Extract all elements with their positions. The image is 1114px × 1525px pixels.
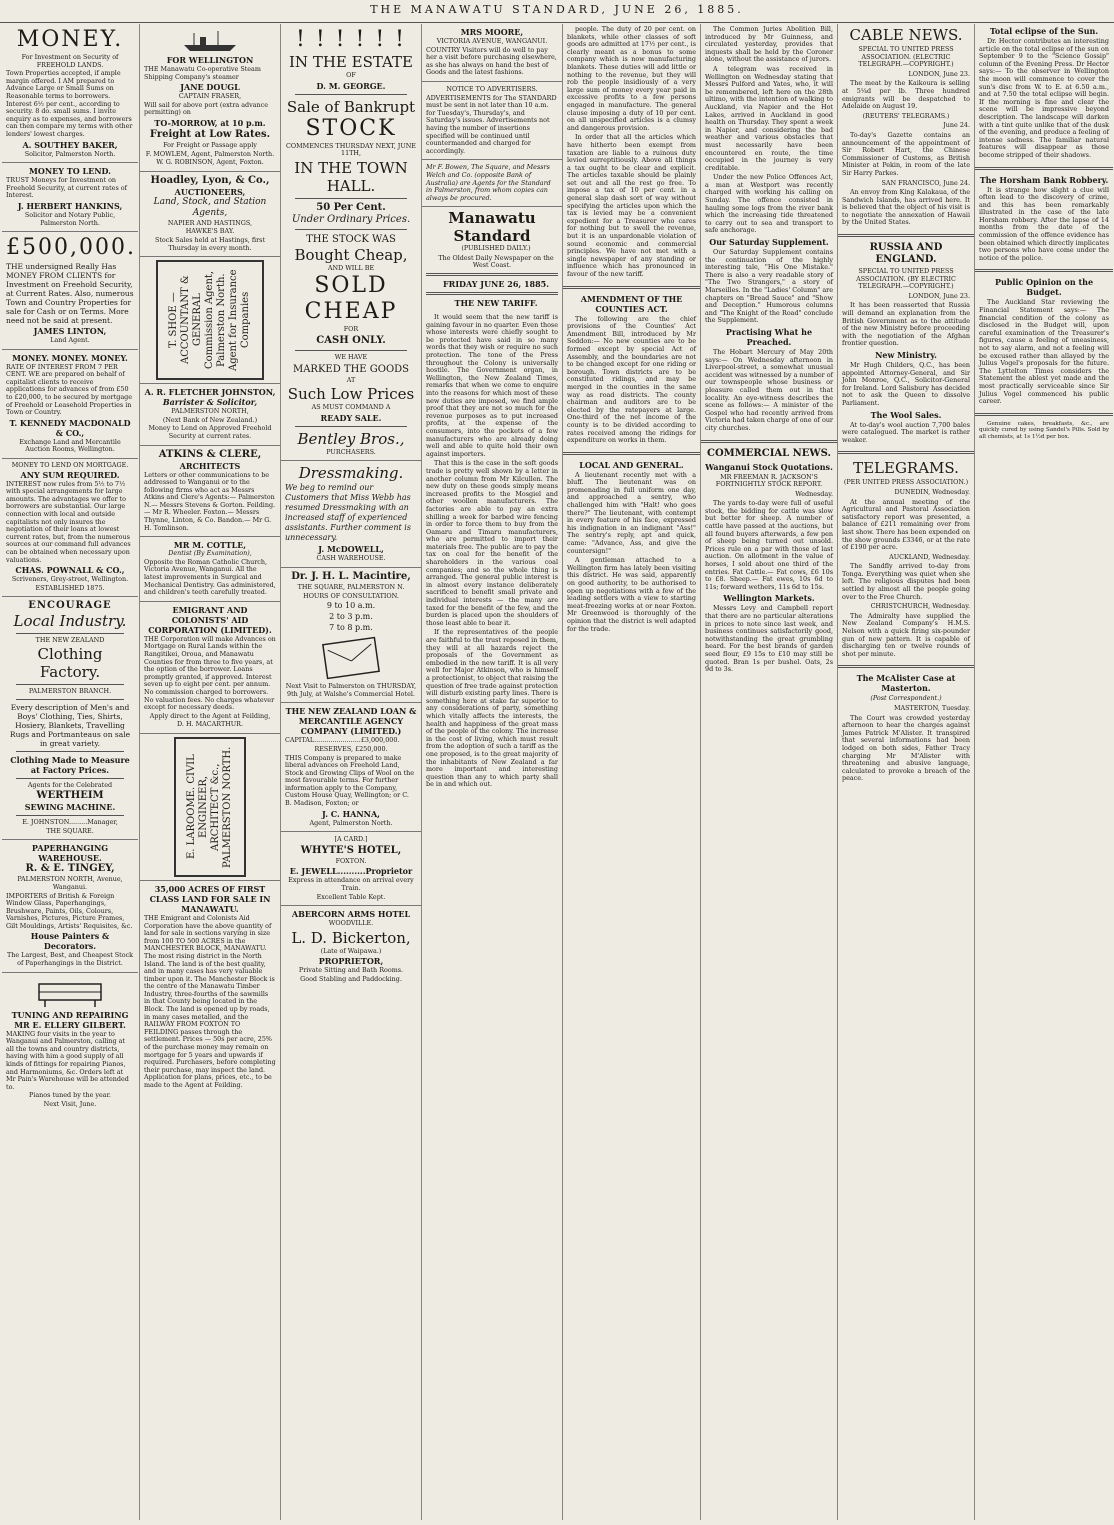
abercorn-ad xyxy=(281,906,421,987)
newspaper-page xyxy=(2,24,1112,1522)
barrister: Barrister & Solicitor, xyxy=(162,397,258,408)
clothing-address: THE SQUARE. xyxy=(46,826,94,835)
supplement-heading: Our Saturday Supplement. xyxy=(709,237,829,248)
woodville: WOODVILLE. xyxy=(328,919,374,928)
doctor-name: Dr. J. H. L. Macintire, xyxy=(291,570,411,582)
stock-sales: Stock Sales held at Hastings, first Thursday in every month. xyxy=(154,235,266,252)
under-prices: Under Ordinary Prices. xyxy=(291,213,411,225)
cable-heading: CABLE NEWS. xyxy=(849,26,963,44)
sanfran-body: An envoy from King Kalakaua, of the Sandwich Islands, has arrived here. It is believed that the object of his visit is to negotiate the annexation of Hawaii by the United States. xyxy=(842,188,970,227)
atkins-body: Letters or other communications to be addressed to Wanganui or to the following firms who act as Messrs Atkins and Clere's Agents:— Palmerston N.— Messrs Stevens & Gorton. Feilding.— Mr R. Wheeler. Foxton.— Messrs Thynne, Linton, & Co. Bandon.— Mr G. H. Tomlinson. xyxy=(144,470,276,532)
opinion-body: The Auckland Star reviewing the Financial Statement says:— The financial condition of the colony as disclosed in the Budget will, upon careful examination of the Treasurer's figures, cause a feeling of uneasiness, not to say alarm, and not a feeling will be excused rather than allayed by the Julius Vogel's proposals for the future. The Lyttelton Times considers the Statement the ablest yet made and the most practically serviceable since Sir Julius Vogel commenced his public career. xyxy=(979,298,1109,406)
any-sum-established: ESTABLISHED 1875. xyxy=(35,583,105,592)
wellington-heading: FOR WELLINGTON xyxy=(166,55,254,65)
commercial-news xyxy=(701,446,837,678)
dunedin-body: At the annual meeting of the Agricultural and Pastoral Association satisfactory report was presented, a balance of £211 remaining over from last show. There has been expended on the show grounds £3346, or at the rate of £190 per acre. xyxy=(842,497,970,552)
tariff-article xyxy=(422,312,562,793)
oldest-paper: The Oldest Daily Newspaper on the West Coast. xyxy=(438,253,554,270)
fletcher-ad xyxy=(140,384,280,445)
hours-evening: 7 to 8 p.m. xyxy=(329,623,373,633)
christchurch-body: The Admiralty have supplied the New Zealand Company's H.M.S. Nelson with a quick firing six-pounder gun of new pattern. It is capable of discharging ten or twelve rounds of shot per minute. xyxy=(842,611,970,658)
percent: 50 Per Cent. xyxy=(316,201,386,213)
paperhanging-heading: PAPERHANGING xyxy=(31,843,109,854)
telegrams xyxy=(838,457,974,662)
dressmaking-heading: Dressmaking. xyxy=(298,464,404,483)
pianos-tuned: Pianos tuned by the year. xyxy=(29,1091,111,1100)
doctor-address: THE SQUARE, PALMERSTON N. xyxy=(297,582,405,591)
express-line: Express in attendance on arrival every Train. xyxy=(288,876,414,893)
london-dateline-2: LONDON, June 23. xyxy=(908,291,970,300)
hours-afternoon: 2 to 3 p.m. xyxy=(329,612,373,622)
george-name: D. M. GEORGE. xyxy=(316,80,386,91)
mrs-moore-ad xyxy=(422,24,562,82)
any-sum-body: INTEREST now rules from 5½ to 7½ with special arrangements for large amounts. The advantages we offer to borrowers are substantial. Our large connection with local and outside capitalists not only insures the negotiation of their loans at lowest current rates, but, from the numerous sources at our command full advances can be obtained when necessary upon valuations. xyxy=(6,479,131,564)
purchasers: PURCHASERS. xyxy=(326,447,376,456)
marked-goods: MARKED THE GOODS xyxy=(292,363,410,375)
any-sum-heading: ANY SUM REQUIRED. xyxy=(20,469,120,480)
column-1 xyxy=(2,24,138,1520)
paper-nameplate xyxy=(422,207,562,312)
m3-address: Exchange Land and Mercantile Auction Rooms, Wellington. xyxy=(19,437,121,454)
lend-address: Solicitor and Notary Public, Palmerston North. xyxy=(24,210,116,227)
bankrupt-sale-ad xyxy=(281,24,421,461)
consult-hours-heading: HOURS OF CONSULTATION. xyxy=(303,591,399,600)
wertheim: WERTHEIM xyxy=(36,790,104,802)
nz-heading: THE NEW ZEALAND xyxy=(35,636,105,645)
mcalister-case xyxy=(838,671,974,787)
m3-advertiser: T. KENNEDY MACDONALD & CO., xyxy=(9,417,131,438)
preached-heading: Practising What he Preached. xyxy=(725,326,813,347)
next-visit: Next Visit, June. xyxy=(43,1100,97,1108)
ship-name: JANE DOUGL xyxy=(180,82,240,93)
we-have: WE HAVE xyxy=(334,352,368,361)
house-painters: House Painters & Decorators. xyxy=(30,931,110,952)
nzla-heading: THE NEW ZEALAND LOAN & MERCANTILE AGENCY COMPANY (LIMITED.) xyxy=(285,706,417,737)
commences: COMMENCES THURSDAY NEXT, JUNE 11TH, xyxy=(286,141,416,158)
mortgage-heading: MONEY TO LEND ON MORTGAGE. xyxy=(11,461,129,470)
piano-icon xyxy=(35,978,105,1008)
june24-body: To-day's Gazette contains an announcement of the appointment of Sir Robert Hart, the Chinese Commissioner of Customs, as British Minister at Pekin, in room of the late Sir Harry Parkes. xyxy=(842,130,970,177)
jackson-report: MR FREEMAN R. JACKSON'S FORTNIGHTLY STOCK REPORT. xyxy=(715,472,823,489)
horsham-article xyxy=(975,173,1113,267)
column-2 xyxy=(139,24,280,1520)
proprietor: PROPRIETOR, xyxy=(318,956,384,967)
gilbert-body: MAKING four visits in the year to Wanganui and Palmerston, calling at all the towns and country districts, having with him a good supply of all kinds of fittings for repairing Pianos, and Harmoniums, &c. Orders left at Mr Pain's Warehouse will be attended to. xyxy=(6,1029,129,1091)
doctor-ad xyxy=(281,568,421,703)
accountant-ad xyxy=(140,257,280,384)
money-heading: MONEY. xyxy=(16,27,124,52)
notice-advertisers xyxy=(422,82,562,160)
telegrams-subheading: (PER UNITED PRESS ASSOCIATION.) xyxy=(843,478,969,487)
m3-body: RATE OF INTEREST FROM 7 PER CENT. WE are prepared on behalf of capitalist clients to receive applications for advances of from £50 to £20,000, to be secured by mortgage of Freehold or Leasehold Properties in Town or Country. xyxy=(6,362,133,417)
news-3: Under the new Police Offences Act, a man at Westport was recently charged with working his calling on Sunday. The offence consisted in hauling some logs from the river bank which the increasing tide threatened to carry out to sea and transport to safe anchorage. xyxy=(705,173,833,235)
notice-heading: NOTICE TO ADVERTISERS. xyxy=(446,84,538,93)
acres-heading: 35,000 ACRES OF FIRST CLASS LAND FOR SALE IN MANAWATU. xyxy=(149,883,271,914)
tariff-paragraph-2: That this is the case in the soft goods trade is pretty well shown by a letter in another column from Mr Kilcullen. The new duty on these goods simply means increased profits to the Mosgiel and other woollen manufacturers. The factories are able to pay an extra shilling a week for barbed wire fencing in order to force them to buy from the Oamaru and Timaru manufacturers, who are permitted to import their materials free. The public are to pay the tax on coal for the benefit of the shareholders in the various coal companies; and so the whole thing is arranged. The general public interest is in almost every instance deliberately sacrificed to benefit small private and individual interests — the many are taxed for the benefit of the few, and the burden is placed upon the shoulders of those least able to bear it. xyxy=(426,459,558,627)
reuters-line: (REUTERS' TELEGRAMS.) xyxy=(862,111,950,120)
encourage-heading: ENCOURAGE xyxy=(28,600,112,612)
ship-body: THE Manawatu Co-operative Steam Shipping Company's steamer xyxy=(144,65,261,81)
tariff-cont-2: In order that all the articles which have hitherto been exempt from taxation are liable to a ruinous duty levied surreptitiously. Above all things a tax ought to be clear and explicit. The articles taxable should be plainly set out and all the rest go free. To impose a tax of 10 per cent. in a general slap dash sort of way without specifying the articles upon which the tax is levied may be a convenient expedient for a Treasurer who cares for nothing but to swell the revenue, but it is an unpardonable violation of sound economic and commercial principles. We have not met with a single newspaper of any standing or influence which has pronounced in favour of the new tariff. xyxy=(567,133,696,278)
atkins-name: ATKINS & CLERE, xyxy=(158,448,262,460)
counties-body: The following are the chief provisions of the Counties' Act Amendment Bill, introduced by Mr Seddon:— No new counties are to be formed except by special Act of Assembly, and the boundaries are not to be changed except for one riding or borough. Town districts are to be constituted ridings, and may be merged in the counties in the same way as road districts. The county chairman and auditors are to be elected by the ratepayers at large. One-third of the net income of the county is to be divided according to rates received among the ridings for expenditure on works in them. xyxy=(567,314,696,445)
counties-heading: AMENDMENT OF THE COUNTIES ACT. xyxy=(580,293,683,314)
mortgage-ad xyxy=(2,459,138,597)
clothing-factory: Clothing Factory. xyxy=(37,644,103,681)
markets-body: Messrs Levy and Campbell report that there are no particular alterations in prices to note since last week, and business continues satisfactorily good, notwithstanding the great grumbling heard. For the best brands of garden seed flour, £9 15s to £10 may still be quoted. Bran 1s per bushel. Oats, 2s 9d to 3s. xyxy=(705,604,833,674)
cottle-body: Opposite the Roman Catholic Church, Victoria Avenue, Wanganui. All the latest improvements in Surgical and Mechanical Dentistry. Gas administered, and children's teeth carefully treated. xyxy=(144,557,276,597)
branch-name: PALMERSTON BRANCH. xyxy=(28,686,112,695)
at-line: AT xyxy=(346,375,356,384)
town-hall: IN THE TOWN HALL. xyxy=(294,158,408,195)
tingey-name: R. & E. TINGEY, xyxy=(25,863,115,875)
report-body: The yards to-day were full of useful stock, the bidding for cattle was slow but better for sheep. A number of cattle have passed at the auctions, but all found buyers afterwards, a few pen of sheep being turned out unsold. Prices rule on a par with those of last auction. On allotment in the value of horses, I sold about one third of the entries. Fat Cattle.— Fat cows, £6 10s to £8. Sheep.— Fat ewes, 10s 6d to 11s; forward wethers, 11s 6d to 15s. xyxy=(705,499,833,591)
warehouse-heading: WAREHOUSE. xyxy=(38,853,102,864)
agent-palmerston: F. MOWLEM, Agent, Palmerston North. xyxy=(145,149,275,158)
june24-dateline: June 24. xyxy=(943,121,970,130)
bowen-agents: Mr F. Bowen, The Square, and Messrs Welch and Co. (opposite Bank of Australia) are Agents for the Standard in Palmerston, from whom copies can always be procured. xyxy=(426,163,551,202)
estate-heading: IN THE ESTATE xyxy=(289,53,413,71)
cash-warehouse: CASH WAREHOUSE. xyxy=(316,554,386,563)
architects: ARCHITECTS xyxy=(179,460,241,471)
doctor-next-visit: Next Visit to Palmerston on THURSDAY, 9th July, at Walshe's Commercial Hotel. xyxy=(285,682,417,698)
moore-address: VICTORIA AVENUE, WANGANUI. xyxy=(436,37,548,45)
ready-sale: READY SALE. xyxy=(320,412,382,423)
christchurch-dateline: CHRISTCHURCH, Wednesday. xyxy=(870,602,970,611)
tariff-cont-1: people. The duty of 20 per cent. on blankets, while other classes of soft goods are admitted at 17½ per cent., is clearly meant as a bonus to some company which is now manufacturing blankets. These duties will add little or nothing to the revenue, but they will rob the people insidiously of a very large sum of money every year paid in excessive profits to a few persons engaged in manufacture. The general clause imposing a duty of 10 per cent. on all unspecified articles is a clumsy and dangerous provision. xyxy=(567,25,696,132)
notice-body: ADVERTISEMENTS for The STANDARD must be sent in not later than 10 a.m. for Tuesday's, Thursday's, and Saturday's issues. Advertisements not having the number of insertions specified will be continued until countermanded and charged for accordingly. xyxy=(426,93,557,155)
cash-only: CASH ONLY. xyxy=(316,334,386,346)
money-address: Solicitor, Palmerston North. xyxy=(24,149,116,158)
wool-body: At to-day's wool auction 7,700 bales were catalogued. The market is rather weaker. xyxy=(842,420,970,444)
tuning-ad xyxy=(2,973,138,1113)
ministry-body: Mr Hugh Childers, Q.C., has been appointed Attorney-General, and Sir John Monroe, Q.C., Solicitor-General for Ireland. Lord Salisbury has decided not to ask the Queen to dissolve Parliament. xyxy=(842,361,970,407)
land-stock-station: Land, Stock, and Station Agents, xyxy=(153,196,267,218)
any-sum-address: Scriveners, Grey-street, Wellington. xyxy=(11,575,129,584)
clothing-factory-ad xyxy=(2,597,138,840)
tingey-footer: The Largest, Best, and Cheapest Stock of Paperhangings in the District. xyxy=(6,951,134,968)
mcalister-body: The Court was crowded yesterday afternoon to hear the charges against James Patrick M'Alister. It transpired that several informations had been lodged on both sides, Father Tracy charging Mr M'Alister with threatening and abusive language, calculated to provoke a breach of the peace. xyxy=(842,713,970,783)
command-line: AS MUST COMMAND A xyxy=(311,403,391,412)
money-money-ad xyxy=(2,350,138,459)
dressmaking-ad xyxy=(281,461,421,568)
telegrams-heading: TELEGRAMS. xyxy=(853,459,959,478)
hours-morning: 9 to 10 a.m. xyxy=(326,601,376,611)
whyte-town: FOXTON. xyxy=(335,856,367,865)
acres-body: THE Emigrant and Colonists Aid Corporation have the above quantity of land for sale in sections varying in size from 100 TO 500 ACRES in the MANCHESTER BLOCK, MANAWATU. The most rising district in the North Island. The land is of the best quality, and in many cases has very valuable timber upon it. The Manchester Block is the centre of the Manawatu Timber Industry, three-fourths of the sawmills in that County being located in the Block. The land is opened up by roads, in many cases metalled, and the RAILWAY FROM FOXTON TO FEILDING passes through the settlement. Prices — 50s per acre, 25% of the purchase money may remain on mortgage for 5 years and upwards if required. Purchasers, before completing their purchase, may inspect the land. Application for plans, prices, etc., to be made to the Agent at Feilding. xyxy=(144,913,276,1089)
sum-role: Land Agent. xyxy=(50,336,90,345)
news-2: A telegram was received in Wellington on Wednesday stating that Messrs Pulford and Yates, who, it will be remembered, left here on the 28th ultimo, with the intention of walking to Auckland, via Napier and the Hot Lakes, arrived in Auckland in good health on Thursday. They spent a week in Napier, and considering the bad weather and various obstacles that must necessarily have been encountered en route, the time occupied in the journey is very creditable. xyxy=(705,64,833,172)
column-8 xyxy=(974,24,1113,1520)
dunedin-dateline: DUNEDIN, Wednesday. xyxy=(894,487,970,496)
report-day: Wednesday. xyxy=(795,489,833,498)
whyte-hotel: WHYTE'S HOTEL, xyxy=(300,844,402,856)
supplement-body: Our Saturday Supplement contains the continuation of the highly interesting tale, "His One Mistake." There is also a very readable story of "The Two Strangers," a story of Marseilles. In the "Ladies' Column" are chapters on "Bread Sauce" and "Show and Deception." Humorous columns and "The Knight of the Road" conclude the Supplement. xyxy=(705,248,833,325)
stabling: Good Stabling and Paddocking. xyxy=(300,975,402,983)
russia-body: It has been reasserted that Russia will demand an explanation from the British Government as to the attitude of the new Ministry before proceeding with the negotiation of the Afghan frontier question. xyxy=(842,301,970,348)
accountant-card: T. SHOE — ACCOUNTANT & GENERAL Commission Agent, Palmerston North. Agent for Insurance Companies xyxy=(156,260,264,380)
paperhanging-ad xyxy=(2,840,138,972)
stock-quotations: Wanganui Stock Quotations. xyxy=(705,461,833,472)
sum-advertiser: JAMES LINTON, xyxy=(33,326,107,337)
london-dateline-1: LONDON, June 23. xyxy=(908,69,970,78)
of-line: OF xyxy=(346,71,356,79)
table-line: Excellent Table Kept. xyxy=(316,892,386,901)
column-3 xyxy=(280,24,421,1520)
cottle-ad xyxy=(140,537,280,602)
capital-line: CAPITAL.......................£3,000,000. xyxy=(285,736,400,745)
tingey-address: PALMERSTON NORTH, Avenue, Wanganui. xyxy=(17,875,123,891)
emigrant-ad xyxy=(140,602,280,734)
issue-date: FRIDAY JUNE 26, 1885. xyxy=(442,279,550,290)
abercorn-name: ABERCORN ARMS HOTEL xyxy=(291,909,411,920)
tariff-paragraph-1: It would seem that the new tariff is gaining favour in no quarter. Even those whose interests were chiefly sought to be protected have said in so many words that they wish or require no such protection. The tone of the Press throughout the Colony is universally hostile. The Government organ, in Wellington, the New Zealand Times, remarks that when we come to enquire into the reasons for which most of these new duties are imposed, we find ample proof that they are not so much for the revenue purposes as to put increased profits, at the expense of the consumers, into the pockets of a few manufacturers who are already doing well and able to quite hold their own against importers. xyxy=(426,313,558,458)
fletcher-town: PALMERSTON NORTH, xyxy=(171,407,249,416)
money-advertiser: A. SOUTHEY BAKER, xyxy=(22,139,118,150)
fletcher-name: A. R. FLETCHER JOHNSTON, xyxy=(144,387,276,398)
captain: CAPTAIN FRASER, xyxy=(178,92,242,101)
russia-heading: RUSSIA AND ENGLAND. xyxy=(869,242,943,266)
moore-name: MRS MOORE, xyxy=(460,27,524,37)
made-to-measure: Clothing Made to Measure at Factory Prices. xyxy=(10,754,130,775)
dressmaking-body: We beg to remind our Customers that Miss Webb has resumed Dressmaking with an increased staff of experienced assistants. Further comment is unnecessary. xyxy=(285,483,411,543)
local-body-1: A lieutenant recently met with a bluff. The lieutenant was on promenading in full uniform one day, and approached a sentry, who challenged him with "Halt! who goes there?" The lieutenant, with contempt in every feature of his face, expressed his indignation in an indignant "Ass!" The sentry's reply, apt and quick, came: "Advance, Ass, and give the countersign!" xyxy=(567,470,696,555)
paper-title: Manawatu Standard xyxy=(448,209,536,246)
commercial-heading: COMMERCIAL NEWS. xyxy=(707,447,831,459)
tariff-heading: THE NEW TARIFF. xyxy=(454,298,538,309)
opinion-article xyxy=(975,275,1113,409)
russia-england xyxy=(838,240,974,448)
sanfran-dateline: SAN FRANCISCO, June 24. xyxy=(881,178,970,187)
agent-foxton: W. G. ROBINSON, Agent, Foxton. xyxy=(156,158,264,167)
mcalister-heading: The McAlister Case at Masterton. xyxy=(856,673,956,694)
mcdowell-name: J. McDOWELL, xyxy=(318,544,384,555)
ministry-heading: New Ministry. xyxy=(875,350,937,360)
news-items xyxy=(701,24,837,437)
column-6 xyxy=(700,24,837,1520)
agents-line: Agents for the Celebrated xyxy=(27,780,113,789)
sailing-time: TO-MORROW, at 10 p.m. xyxy=(154,117,266,128)
london-body-1: The meat by the Kaikoura is selling at 5¼d per lb. Three hundred emigrants will be despatched to Adelaide on August 19. xyxy=(842,79,970,111)
wool-heading: The Wool Sales. xyxy=(870,409,942,420)
column-4 xyxy=(421,24,562,1520)
column-7 xyxy=(837,24,974,1520)
card-tag: [A CARD.] xyxy=(334,835,368,844)
napier-hastings: NAPIER AND HASTINGS, xyxy=(167,218,253,227)
reserves-line: RESERVES, £250,000. xyxy=(314,744,388,753)
steamer-ad xyxy=(140,24,280,172)
auckland-dateline: AUCKLAND, Wednesday. xyxy=(889,552,970,561)
bankrupt-heading: Sale of Bankrupt xyxy=(286,97,416,116)
news-1: The Common Juries Abolition Bill, introduced by Mr Guinness, and circulated yesterday, provides that inquests shall be held by the Coroner alone, without the assistance of jurors. xyxy=(705,25,833,64)
tingey-body: IMPORTERS of British & Foreign Window Glass, Paperhangings, Brushware, Paints, Oils, Colours, Varnishes, Pictures, Picture Frames, Gilt Mouldings, Artists' Requisites, &c. xyxy=(6,891,133,930)
auctioneers: AUCTIONEERS, xyxy=(174,186,246,197)
steamship-icon xyxy=(180,29,240,53)
500000-ad xyxy=(2,232,138,350)
russia-subheading: SPECIAL TO UNITED PRESS ASSOCIATION. (BY ELECTRIC TELEGRAPH.—COPYRIGHT.) xyxy=(856,267,956,291)
loan-agency-ad xyxy=(281,703,421,832)
cable-news xyxy=(838,24,974,231)
any-sum-advertiser: CHAS. POWNALL & CO., xyxy=(15,565,125,576)
masterton-dateline: MASTERTON, Tuesday. xyxy=(893,704,970,712)
lend-heading: MONEY TO LEND. xyxy=(29,166,111,177)
local-body-2: A gentleman attached to a Wellington firm has lately been visiting this district. He was said, apparently on good authority, to be authorised to open up negotiations with a few of the leading settlers with a view to starting meat-freezing works at or near Foxton. Mr Greenwood is thoroughly of the opinion that the district is well adapted for the trade. xyxy=(567,556,696,633)
money-to-lend-ad xyxy=(2,163,138,232)
local-industry: Local Industry. xyxy=(13,612,127,631)
eclipse-article xyxy=(975,24,1113,164)
money-subheading: For Investment on Security of FREEHOLD LANDS. xyxy=(21,53,119,69)
whytes-hotel-ad xyxy=(281,832,421,906)
horsham-heading: The Horsham Bank Robbery. xyxy=(979,174,1109,185)
tuning-heading: TUNING AND REPAIRING xyxy=(11,1009,129,1020)
freight-heading: Freight at Low Rates. xyxy=(149,128,271,140)
land-sale-ad xyxy=(140,881,280,1094)
cottle-name: MR M. COTTLE, xyxy=(173,540,247,551)
clothing-body: Every description of Men's and Boys' Clothing, Ties, Shirts, Hosiery, Blankets, Travelling Rugs and Portmanteaus on sale in great variety. xyxy=(9,702,131,748)
preached-body: The Hobart Mercury of May 20th says:— On Wednesday afternoon in Liverpool-street, a somewhat unusual accident was witnessed by a number of our townspeople whose business or pleasure called them out in that locality. An eye-witness describes the scene as follows:— A minister of the Gospel who had recently arrived from Victoria had taken charge of one of our city churches. xyxy=(705,347,833,432)
eclipse-body: Dr. Hector contributes an interesting article on the total eclipse of the sun on September 9 to the "Science Gossip" column of the Evening Press. Dr Hector says:— To the observer in Wellington the moon will commence to cover the sun's disc from W. to E. at 6.50 a.m., and at 7.50 the total eclipse will begin. If the morning is fine and clear the scene will be impressive beyond description. The landscape will darken with a tint quite unlike that of the dusk of the evening, and produce a feeling of intense sadness. The familiar natural features will disappear as those become stripped of their shadows. xyxy=(979,37,1109,159)
moore-body: COUNTRY Visitors will do well to pay her a visit before purchasing elsewhere, as she has always on hand the best of Goods and the latest fashions. xyxy=(426,45,557,77)
column-5 xyxy=(562,24,700,1520)
passage-line: For Freight or Passage apply xyxy=(163,140,257,149)
money-ad xyxy=(2,24,138,163)
local-heading: LOCAL AND GENERAL. xyxy=(579,459,684,470)
ship-sail: Will sail for above port (extra advance permitting) on xyxy=(144,100,269,117)
mcalister-subheading: (Post Correspondent.) xyxy=(870,694,942,703)
masthead: THE MANAWATU STANDARD, JUNE 26, 1885. xyxy=(0,0,1114,23)
macarthur: D. H. MACARTHUR. xyxy=(176,720,244,729)
engineer-ad xyxy=(140,734,280,881)
eclipse-heading: Total eclipse of the Sun. xyxy=(989,26,1099,36)
big-sum: £500,000. xyxy=(6,235,136,261)
dentist: Dentist (By Examination), xyxy=(168,549,252,558)
for-line: FOR xyxy=(343,325,359,334)
m3-heading: MONEY. MONEY. MONEY. xyxy=(12,352,128,363)
fletcher-lend: Money to Lend on Approved Freehold Security at current rates. xyxy=(148,424,272,440)
small-ad-body: Genuine cakes, breakfasts, &c., are quickly cured by using Sandel's Pills. Sold by all chemists, at 1s 1½d per box. xyxy=(979,420,1109,440)
bickerton: L. D. Bickerton, xyxy=(291,928,411,947)
bentley-bros: Bentley Bros., xyxy=(297,429,405,448)
emigrant-heading: EMIGRANT AND COLONISTS' AID CORPORATION (LIMITED). xyxy=(148,604,272,635)
hanna-address: Agent, Palmerston North. xyxy=(309,818,393,827)
emigrant-apply: Apply direct to the Agent at Feilding, xyxy=(149,711,271,720)
atkins-ad xyxy=(140,446,280,538)
tariff-paragraph-3: If the representatives of the people are faithful to the trust reposed in them, they will at all hazards reject the proposals of the Government as embodied in the new tariff. It is all very well for Major Atkinson, who is himself a protectionist, to object that raising the question of free trade against protection will disturb existing party lines. There is something here at stake far superior to any considerations of party, something which vitally affects the interests, the health and happiness of the great mass of the people of the colony. The increase in the cost of living, which must result from the adoption of such a tariff as the one proposed, is to the great majority of the inhabitants of New Zealand a far more important and interesting question than any to which party shall be in and which out. xyxy=(426,628,558,789)
hoadley-name: Hoadley, Lyon, & Co., xyxy=(150,174,270,186)
waipawa: (Late of Waipawa.) xyxy=(320,946,382,955)
gilbert-name: MR E. ELLERY GILBERT. xyxy=(14,1019,126,1030)
emigrant-body: THE Corporation will make Advances on Mortgage on Rural Lands within the Rangitikei, Oroua, and Manawatu Counties for from three to five years, at the option of the borrower. Loans promptly granted, if approved. Interest seven up to eight per cent. per annum. No commission charged to borrowers. No valuation fees. No charges whatever except for necessary deeds. xyxy=(144,634,276,712)
agents-notice xyxy=(422,160,562,207)
envelope-stamp-icon xyxy=(321,635,381,681)
bought-cheap: Bought Cheap, xyxy=(294,245,408,264)
local-general xyxy=(563,458,700,637)
jewell-proprietor: E. JEWELL..........Proprietor xyxy=(289,866,413,877)
horsham-body: It is strange how slight a clue will often lead to the discovery of crime, and this has been remarkably illustrated in the case of the late Horsham robbery. After the lapse of 14 months from the date of the commission of the offence evidence has been obtained which directly implicates two persons who have come under the notice of the police. xyxy=(979,185,1109,262)
will-be: AND WILL BE xyxy=(327,263,375,272)
sold-cheap: SOLD CHEAP xyxy=(304,273,398,325)
hoadley-ad xyxy=(140,172,280,257)
sewing-machine: SEWING MACHINE. xyxy=(24,802,116,813)
money-body: Town Properties accepted, if ample margin offered. I AM prepared to Advance Large or Small Sums on Reasonable terms to borrowers. Interest 6½ per cent., according to security. 8 do. small sums. I invite enquiry as to expenses, and borrowers can then compare my terms with other lenders' lowest charges. xyxy=(6,69,133,138)
hanna-name: J. C. HANNA, xyxy=(322,808,380,819)
counties-act xyxy=(563,292,700,449)
opinion-heading: Public Opinion on the Budget. xyxy=(994,277,1094,298)
engineer-card: E. LAROOME. CIVIL ENGINEER, ARCHITECT &c., PALMERSTON NORTH. xyxy=(174,737,246,877)
lend-advertiser: J. HERBERT HANKINS, xyxy=(17,200,123,211)
nzla-body: THIS Company is prepared to make liberal advances on Freehold Land, Stock and Growing Clips of Wool on the most favourable terms. For further information apply to the Company, Custom House Quay, Wellington; or C. B. Madison, Foxton; or xyxy=(285,753,415,808)
sum-body: THE undersigned Really Has MONEY FROM CLIENTS for Investment on Freehold Security, at Current Rates. Also, numerous Town and Country Properties for sale for Cash or on Terms. More need not be said at present. xyxy=(6,262,134,326)
fletcher-location: (Next Bank of New Zealand.) xyxy=(162,415,258,424)
published-daily: (PUBLISHED DAILY.) xyxy=(461,244,531,253)
auckland-body: The Sandfly arrived to-day from Tonga. Everything was quiet when she left. The religious disputes had been settled by almost all the people going over to the Free Church. xyxy=(842,562,970,601)
exclamations: ! ! ! ! ! ! xyxy=(295,27,406,52)
cable-subheading: SPECIAL TO UNITED PRESS ASSOCIATION. (ELECTRIC TELEGRAPH.—COPYRIGHT.) xyxy=(858,45,954,69)
hawkes-bay: HAWKE'S BAY. xyxy=(185,227,235,236)
low-prices: Such Low Prices xyxy=(287,385,415,404)
tariff-continued xyxy=(563,24,700,283)
lend-body: TRUST Moneys for Investment on Freehold Security, at current rates of Interest. xyxy=(6,176,127,200)
markets-heading: Wellington Markets. xyxy=(723,593,815,604)
clothing-manager: E. JOHNSTON.........Manager, xyxy=(22,818,118,827)
stock-heading: STOCK xyxy=(305,115,397,141)
stock-was: THE STOCK WAS xyxy=(306,233,396,245)
small-ad xyxy=(975,419,1113,445)
private-rooms: Private Sitting and Bath Rooms. xyxy=(298,966,404,975)
